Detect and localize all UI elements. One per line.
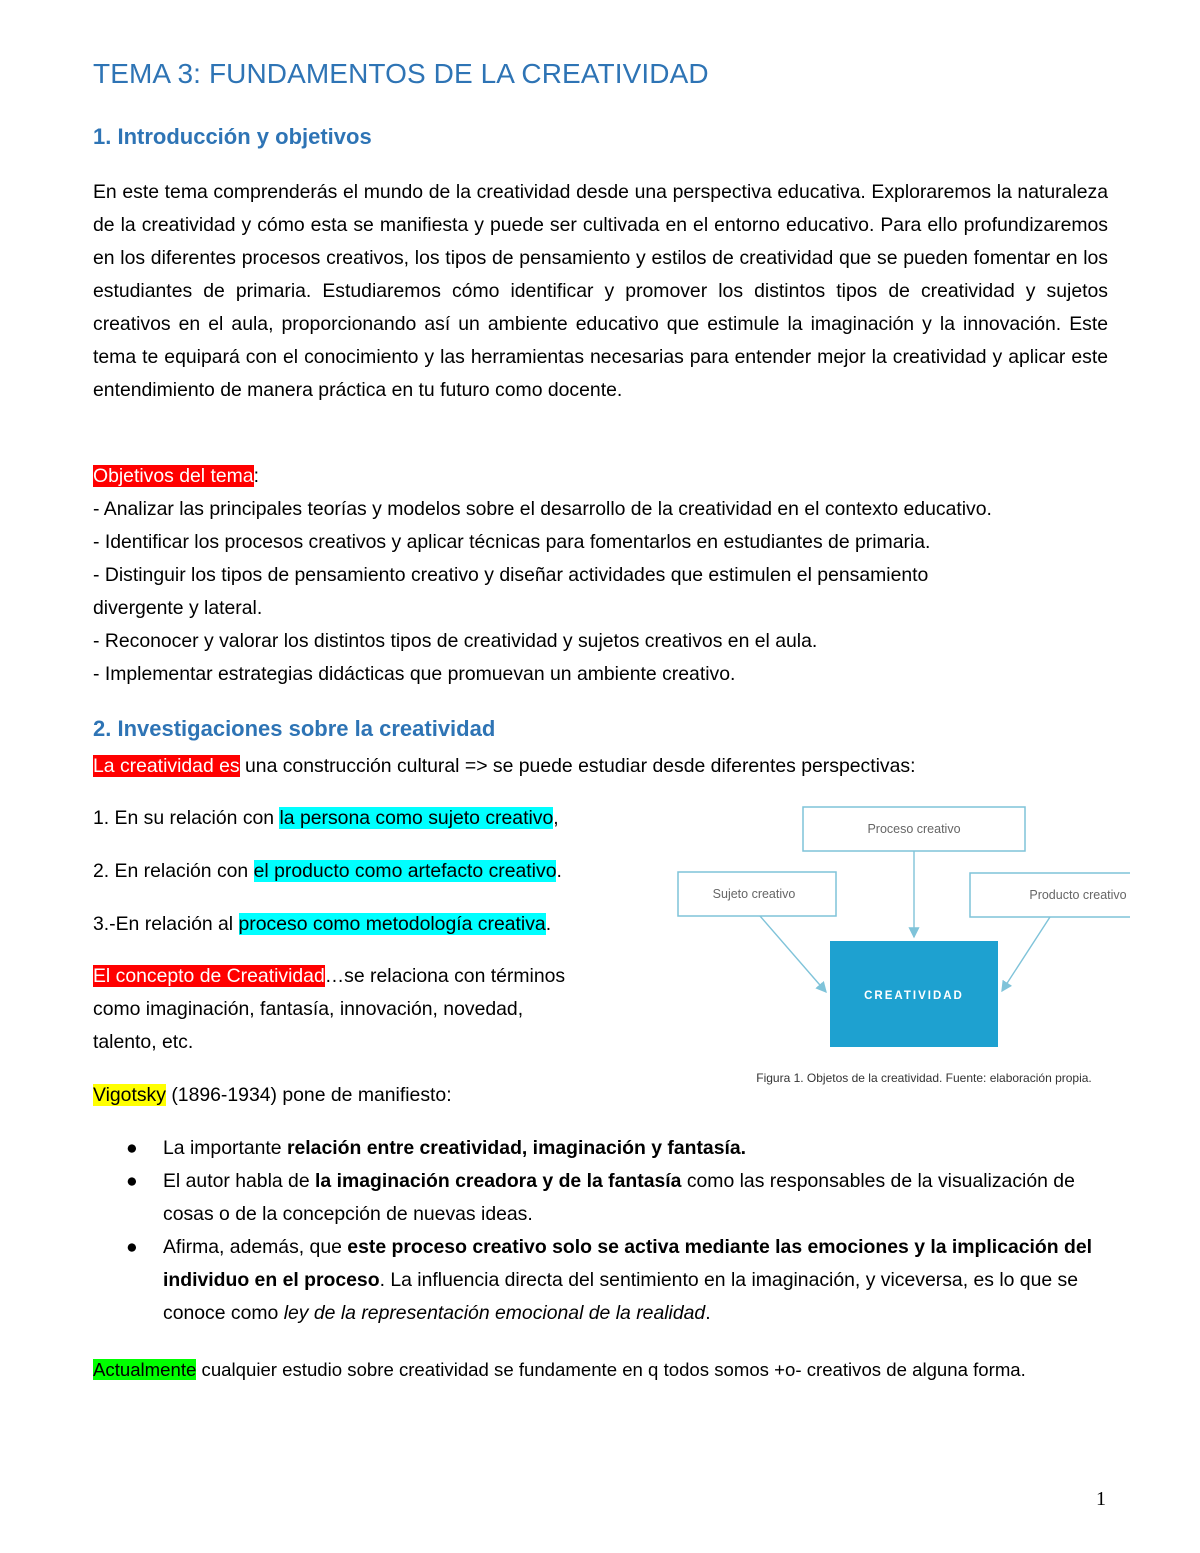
bullet-icon: ● bbox=[126, 1236, 138, 1258]
list-item bbox=[93, 1231, 1108, 1330]
section-2-heading: 2. Investigaciones sobre la creatividad bbox=[93, 716, 496, 741]
vigotsky-text: (1896-1934) pone de manifiesto: bbox=[165, 1084, 452, 1106]
actualmente-label: Actualmente bbox=[93, 1359, 197, 1380]
bullet-text: Afirma, además, que bbox=[163, 1236, 348, 1258]
objective-item: - Reconocer y valorar los distintos tipos de creatividad y sujetos creativos en el aula. bbox=[93, 630, 818, 652]
perspective-suffix: . bbox=[545, 913, 552, 935]
subject-label: Sujeto creativo bbox=[712, 887, 796, 901]
bullet-bold-text: relación entre creatividad, imaginación y fantasía. bbox=[286, 1137, 747, 1159]
bullet-text: . bbox=[705, 1302, 711, 1324]
vigotsky-label: Vigotsky bbox=[93, 1084, 166, 1106]
document-title: TEMA 3: FUNDAMENTOS DE LA CREATIVIDAD bbox=[93, 58, 709, 89]
objective-item: - Identificar los procesos creativos y aplicar técnicas para fomentarlos en estudiantes de primaria. bbox=[93, 531, 931, 553]
bullet-bold-text: la imaginación creadora y de la fantasía bbox=[315, 1170, 682, 1192]
objective-item: - Implementar estrategias didácticas que promuevan un ambiente creativo. bbox=[93, 663, 736, 685]
figure-caption: Figura 1. Objetos de la creatividad. Fuente: elaboración propia. bbox=[756, 1071, 1092, 1085]
perspective-prefix: 1. En su relación con bbox=[93, 807, 280, 829]
bullet-icon: ● bbox=[126, 1170, 138, 1192]
section-1-heading: 1. Introducción y objetivos bbox=[93, 124, 372, 149]
concept-line bbox=[93, 960, 565, 993]
perspective-highlight: la persona como sujeto creativo bbox=[279, 807, 554, 829]
process-label: Proceso creativo bbox=[867, 822, 961, 836]
perspective-highlight: el producto como artefacto creativo bbox=[253, 860, 557, 882]
vigotsky-line bbox=[93, 1079, 452, 1112]
perspective-prefix: 3.-En relación al bbox=[93, 913, 239, 935]
creativity-definition bbox=[93, 750, 915, 783]
bullet-bold-text: este proceso creativo solo se activa mediante las emociones y la implicación del individuo en el proceso bbox=[163, 1236, 1092, 1291]
bullet-text: . La influencia directa del sentimiento en la imaginación, y viceversa, es lo que se conoce como bbox=[163, 1269, 1079, 1324]
actualmente-line bbox=[93, 1353, 1026, 1386]
arrow-product bbox=[1002, 917, 1050, 991]
definition-label: La creatividad es bbox=[93, 755, 240, 777]
objectives-colon: : bbox=[253, 465, 259, 487]
vigotsky-bullet-list bbox=[93, 1132, 1108, 1330]
perspective-prefix: 2. En relación con bbox=[93, 860, 254, 882]
list-item bbox=[93, 1165, 1108, 1231]
objectives-label: Objetivos del tema bbox=[93, 465, 254, 487]
bullet-icon: ● bbox=[126, 1137, 138, 1159]
bullet-text: como las responsables de la visualización de cosas o de la concepción de nuevas ideas. bbox=[163, 1170, 1075, 1225]
perspective-highlight: proceso como metodología creativa bbox=[238, 913, 546, 935]
list-item bbox=[93, 1132, 1108, 1165]
product-label: Producto creativo bbox=[1029, 888, 1127, 902]
perspective-suffix: . bbox=[556, 860, 562, 882]
perspective-item bbox=[93, 802, 559, 835]
perspective-item bbox=[93, 908, 551, 941]
objective-item: - Distinguir los tipos de pensamiento creativo y diseñar actividades que estimulen el pensamiento bbox=[93, 564, 929, 586]
objective-item: - Analizar las principales teorías y modelos sobre el desarrollo de la creatividad en el contexto educativo. bbox=[93, 498, 992, 520]
concept-label: El concepto de Creatividad bbox=[93, 965, 325, 987]
bullet-text: El autor habla de bbox=[163, 1170, 316, 1192]
concept-line: talento, etc. bbox=[93, 1031, 194, 1053]
bullet-italic-text: ley de la representación emocional de la realidad bbox=[283, 1302, 706, 1324]
bullet-text: La importante bbox=[163, 1137, 287, 1159]
perspective-suffix: , bbox=[553, 807, 559, 829]
definition-text: una construcción cultural => se puede estudiar desde diferentes perspectivas: bbox=[239, 755, 916, 777]
arrow-subject bbox=[760, 916, 826, 992]
actualmente-text: cualquier estudio sobre creatividad se fundamente en q todos somos +o- creativos de alguna forma. bbox=[196, 1359, 1026, 1380]
concept-text: …se relaciona con términos bbox=[324, 965, 566, 987]
creativity-label: CREATIVIDAD bbox=[864, 990, 964, 1002]
objective-item: divergente y lateral. bbox=[93, 597, 263, 619]
intro-paragraph: En este tema comprenderás el mundo de la creatividad desde una perspectiva educativa. Exploraremos la naturaleza de la creatividad y cómo esta se manifiesta y puede ser cultivada en el entorno educativo. Para ello profundizaremos en los diferentes procesos creativos, los tipos de pensamiento y estilos de creatividad que se pueden fomentar en los estudiantes de primaria. Estudiaremos cómo identificar y promover los distintos tipos de creatividad y sujetos creativos en el aula, proporcionando así un ambiente educativo que estimule la imaginación y la innovación. Este tema te equipará con el conocimiento y las herramientas necesarias para entender mejor la creatividad y aplicar este entendimiento de manera práctica en tu futuro como docente. bbox=[93, 181, 1108, 401]
page-number: 1 bbox=[1096, 1488, 1106, 1510]
objectives-heading bbox=[93, 460, 259, 493]
perspective-item bbox=[93, 855, 562, 888]
creativity-diagram bbox=[670, 795, 1130, 1095]
concept-line: como imaginación, fantasía, innovación, novedad, bbox=[93, 998, 524, 1020]
